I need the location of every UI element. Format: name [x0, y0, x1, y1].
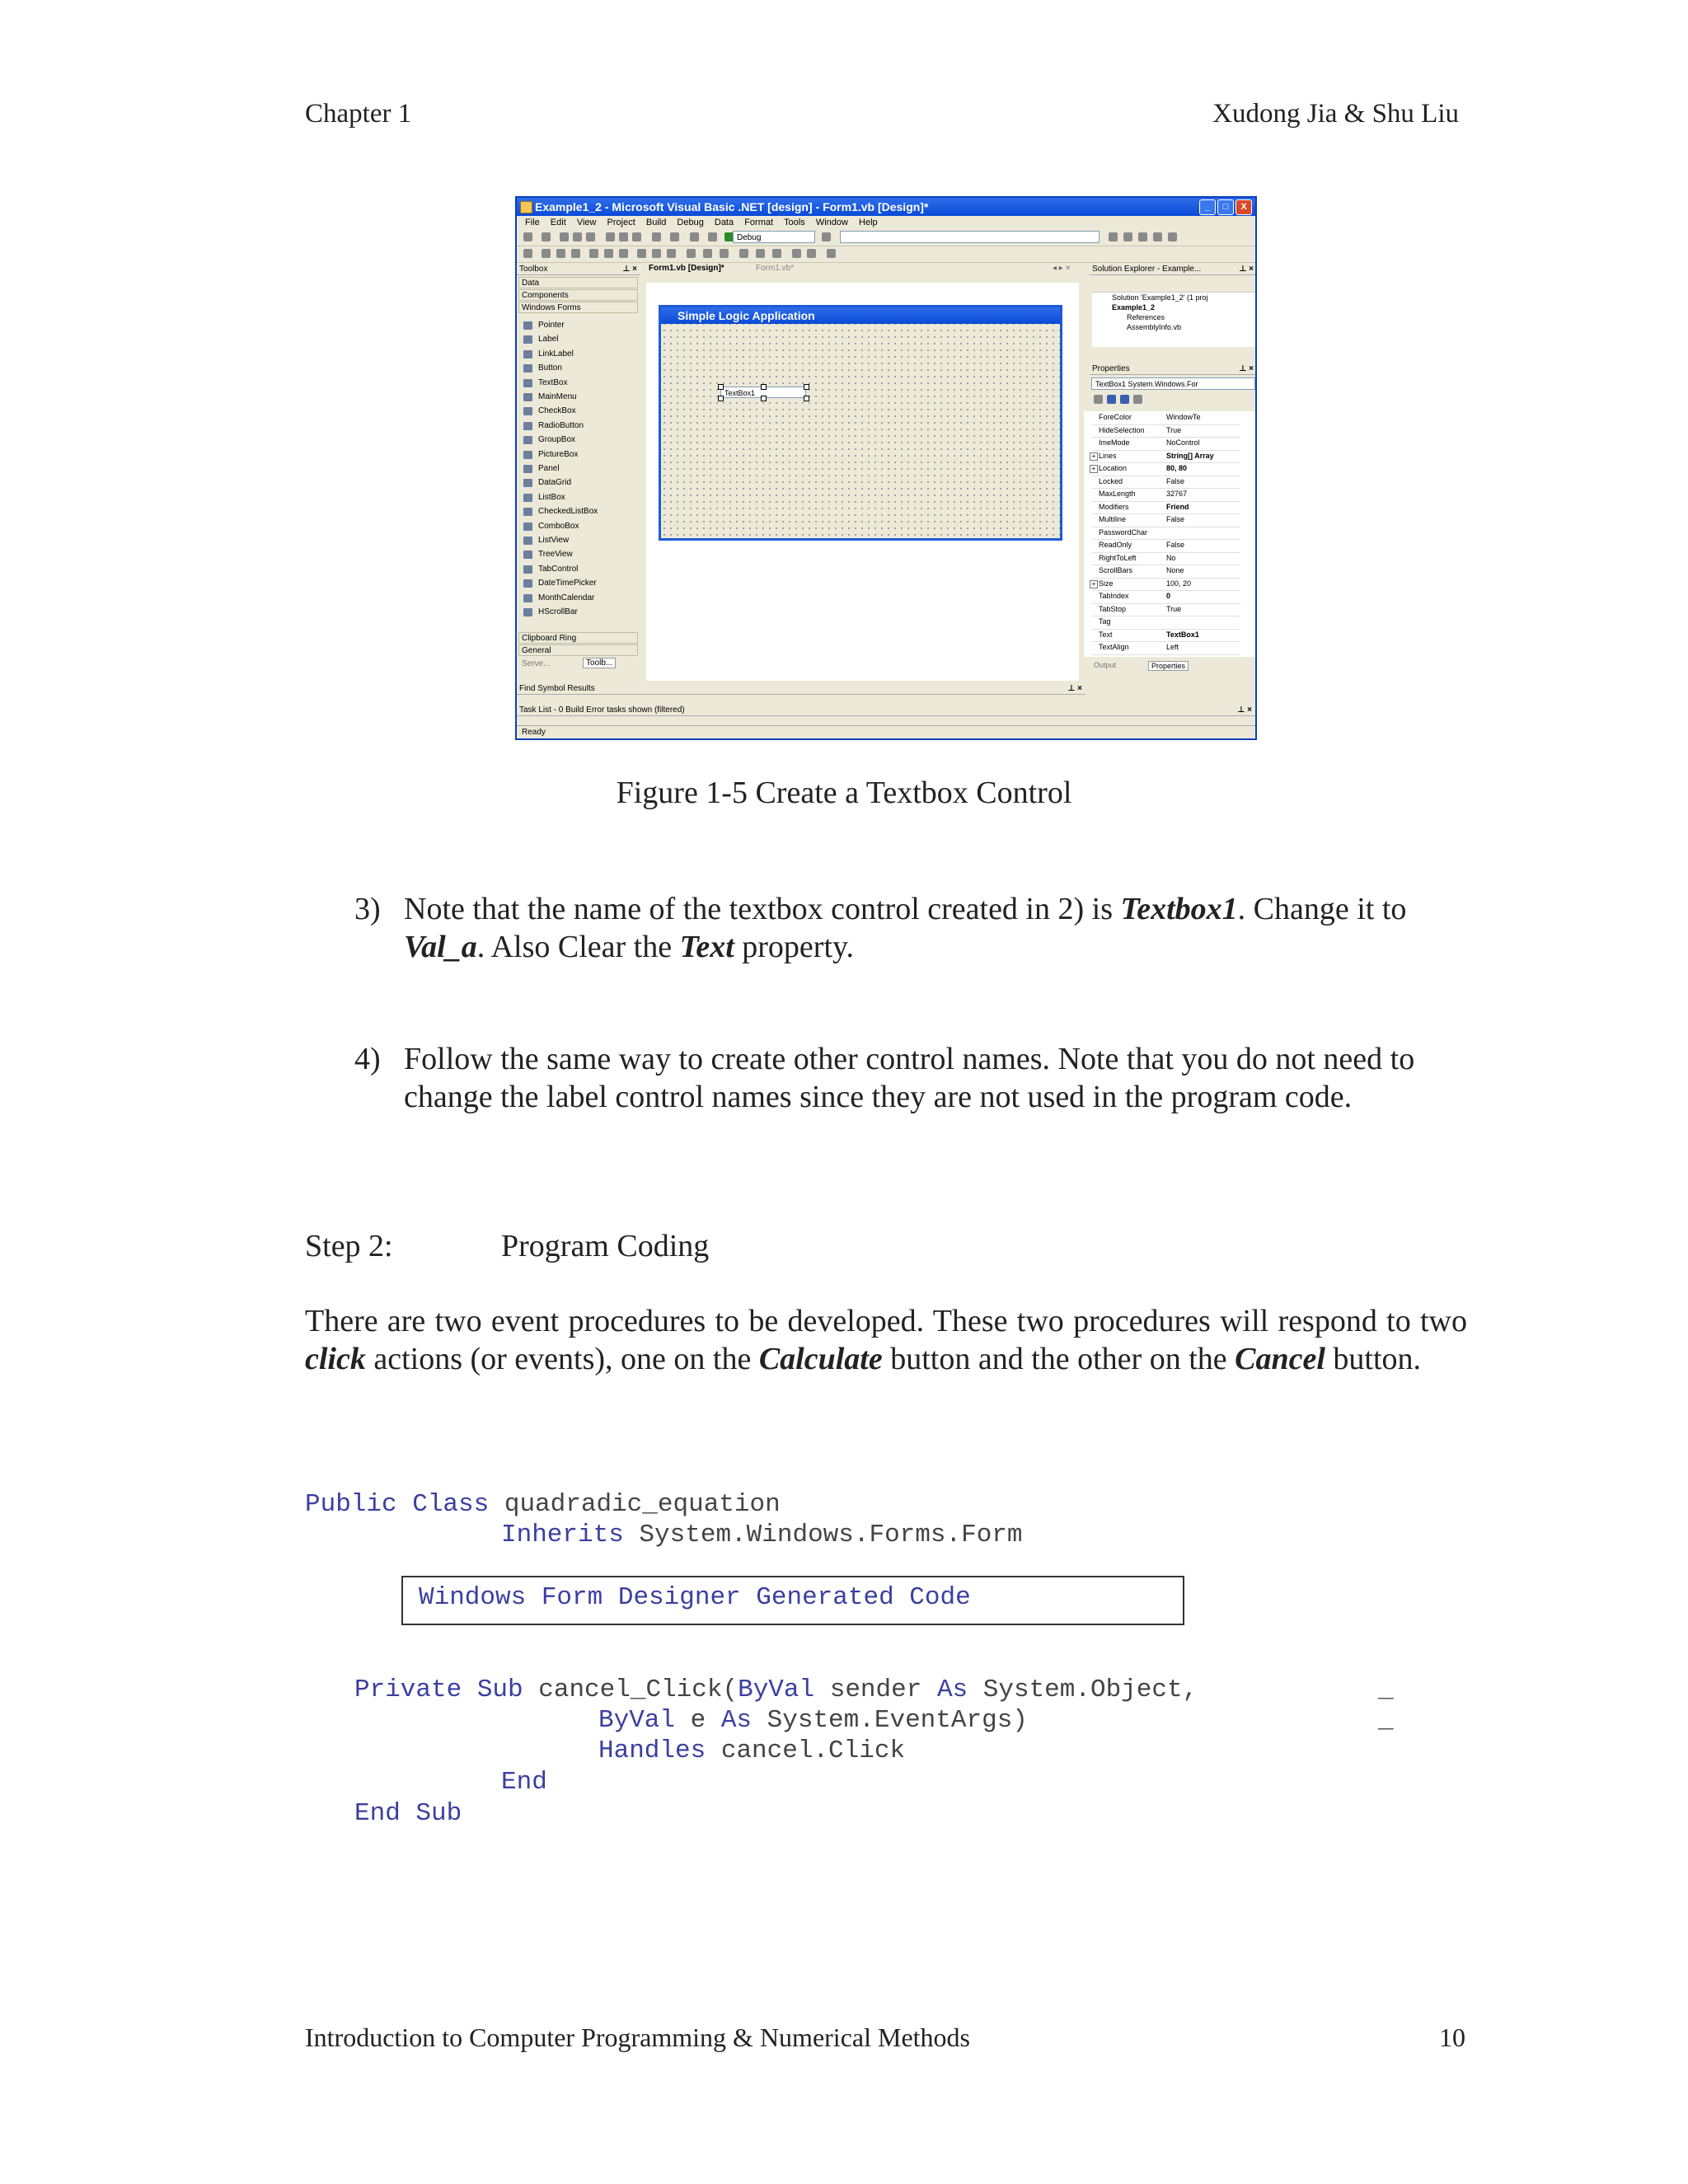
property-name: Text — [1099, 630, 1113, 639]
step2-label: Step 2: — [305, 1229, 393, 1263]
property-row[interactable] — [1092, 501, 1240, 515]
size-to-grid-icon[interactable] — [667, 249, 676, 258]
expand-icon[interactable]: + — [1090, 580, 1098, 588]
property-row[interactable] — [1092, 641, 1240, 655]
properties-object-combo[interactable]: TextBox1 System.Windows.For — [1091, 377, 1255, 390]
align-lefts-icon[interactable] — [542, 249, 551, 258]
code-line-end: End — [501, 1768, 547, 1797]
center-vertically-icon[interactable] — [772, 249, 781, 258]
nav-forward-icon[interactable] — [708, 232, 717, 241]
toolbox-item-label: ListView — [538, 536, 570, 545]
toolbox-item[interactable] — [523, 318, 565, 332]
toolbox-item-label: TextBox — [538, 377, 568, 387]
solution-config-combo[interactable]: Debug — [733, 231, 815, 243]
align-centers-icon[interactable] — [556, 249, 565, 258]
code-line-handles: Handles cancel.Click — [598, 1736, 906, 1765]
properties-icon[interactable] — [1123, 232, 1132, 241]
property-name: Lines — [1099, 451, 1117, 460]
toolbox-item-label: Pointer — [538, 321, 565, 330]
resize-handle[interactable] — [761, 384, 767, 390]
property-name: Size — [1099, 579, 1114, 588]
property-row[interactable] — [1092, 424, 1240, 438]
align-rights-icon[interactable] — [571, 249, 580, 258]
solution-tree — [1092, 293, 1255, 347]
property-value[interactable]: True — [1166, 425, 1182, 434]
menu-view[interactable]: View — [576, 218, 597, 227]
property-name: Location — [1099, 464, 1128, 472]
toolbox-item[interactable] — [523, 376, 568, 390]
open-icon[interactable] — [560, 232, 569, 241]
toolbox-item-icon — [523, 608, 532, 616]
page-number: 10 — [1439, 2022, 1465, 2052]
toolbox-item-label: TabControl — [538, 564, 579, 574]
toolbox-item[interactable] — [523, 476, 571, 490]
expand-icon[interactable]: + — [1090, 452, 1098, 461]
property-row[interactable] — [1092, 437, 1240, 451]
property-grid — [1084, 411, 1257, 657]
add-item-icon[interactable] — [542, 232, 551, 241]
property-value[interactable]: False — [1166, 476, 1185, 485]
vertical-spacing-icon[interactable] — [739, 249, 748, 258]
toolbox-category-data[interactable]: Data — [518, 277, 638, 288]
events-icon[interactable] — [1133, 395, 1142, 404]
properties-toolbar — [1092, 392, 1255, 407]
make-same-width-icon[interactable] — [637, 249, 646, 258]
paste-icon[interactable] — [632, 232, 641, 241]
solution-explorer-title: Solution Explorer - Example... — [1092, 265, 1202, 274]
toolbox-item-label: ComboBox — [538, 521, 579, 531]
resize-handle[interactable] — [761, 396, 767, 401]
property-value[interactable]: False — [1166, 541, 1185, 549]
form1-design[interactable] — [659, 305, 1062, 541]
step-item-3 — [354, 890, 1508, 972]
property-value[interactable]: Left — [1166, 643, 1179, 651]
standard-toolbar — [517, 229, 1255, 246]
properties-pin-close-icon[interactable]: ⊥ × — [1239, 364, 1254, 373]
find-icon[interactable] — [822, 232, 831, 241]
toolbox-item-label: MonthCalendar — [538, 593, 595, 602]
solution-explorer-icon[interactable] — [1109, 232, 1118, 241]
toolbox-item[interactable] — [523, 504, 598, 518]
menu-file[interactable]: File — [525, 218, 540, 227]
undo-icon[interactable] — [652, 232, 661, 241]
toolbox-item-icon — [523, 451, 532, 459]
property-name: Tag — [1099, 617, 1111, 626]
property-name: Modifiers — [1099, 502, 1129, 511]
doc-tabs-nav-icon[interactable]: ◂ ▸ × — [1053, 264, 1071, 273]
toolbox-item-label: ListBox — [538, 492, 565, 502]
property-row[interactable] — [1092, 539, 1240, 553]
toolbox-pin-close-icon[interactable]: ⊥ × — [622, 265, 637, 274]
solution-node[interactable]: Solution 'Example1_2' (1 proj — [1112, 293, 1208, 302]
toolbox-item[interactable] — [523, 462, 560, 476]
toolbox-item-label: TreeView — [538, 550, 573, 560]
close-icon[interactable]: X — [1236, 199, 1252, 215]
solution-explorer-toolbar — [1092, 279, 1255, 293]
bring-to-front-icon[interactable] — [792, 249, 801, 258]
toolbox-item-icon — [523, 508, 532, 516]
toolbox-item-label: DateTimePicker — [538, 579, 597, 588]
make-same-size-icon[interactable] — [652, 249, 661, 258]
toolbox-item-label: Button — [538, 363, 562, 373]
toolbox-item-icon — [523, 422, 532, 430]
toolbox-item[interactable] — [523, 448, 578, 462]
form-title: Simple Logic Application — [678, 309, 815, 322]
properties-tab[interactable]: Properties — [1148, 661, 1189, 671]
doc-tab-code[interactable]: Form1.vb* — [756, 264, 795, 273]
property-name: ScrollBars — [1099, 566, 1133, 574]
property-name: ForeColor — [1099, 413, 1132, 421]
property-value[interactable]: 32767 — [1166, 490, 1188, 498]
horizontal-spacing-icon[interactable] — [687, 249, 696, 258]
line-continuation: _ — [1378, 1706, 1394, 1735]
toolbox-item-icon — [523, 350, 532, 359]
property-name: HideSelection — [1099, 425, 1145, 434]
toolbox-item-label: CheckedListBox — [538, 507, 598, 517]
resize-handle[interactable] — [718, 396, 724, 401]
step-number: 4) — [354, 1042, 381, 1076]
property-value[interactable]: 80, 80 — [1166, 464, 1188, 472]
step-item-4 — [354, 1040, 1508, 1122]
new-project-icon[interactable] — [523, 232, 532, 241]
expand-icon[interactable]: + — [1090, 465, 1098, 473]
toolbox-item[interactable] — [523, 390, 577, 404]
property-value[interactable]: True — [1166, 604, 1182, 613]
toolbox-item-icon — [523, 465, 532, 473]
decrease-spacing-icon[interactable] — [720, 249, 729, 258]
toolbox-item-icon — [523, 494, 532, 502]
menu-edit[interactable]: Edit — [550, 218, 566, 227]
code-line-end-sub: End Sub — [354, 1799, 462, 1828]
footer-book-title: Introduction to Computer Programming & Numerical Methods — [305, 2022, 970, 2052]
vs-window-title: Example1_2 - Microsoft Visual Basic .NET [design] - Form1.vb [Design]* — [535, 200, 929, 213]
copy-icon[interactable] — [619, 232, 628, 241]
toolbox-item[interactable] — [523, 519, 579, 533]
property-row[interactable] — [1092, 603, 1240, 617]
step-number: 3) — [354, 892, 381, 926]
project-node[interactable]: Example1_2 — [1112, 303, 1156, 312]
menu-tools[interactable]: Tools — [784, 218, 805, 227]
property-value[interactable]: 100, 20 — [1166, 579, 1192, 588]
increase-spacing-icon[interactable] — [703, 249, 712, 258]
align-bottoms-icon[interactable] — [619, 249, 628, 258]
property-row[interactable] — [1092, 513, 1240, 527]
find-symbol-results-header — [517, 682, 1085, 695]
property-row[interactable] — [1092, 476, 1240, 490]
code-line-inherits: Inherits System.Windows.Forms.Form — [501, 1521, 1023, 1549]
find-combo[interactable] — [840, 231, 1100, 243]
menu-build[interactable]: Build — [645, 218, 667, 227]
toolbox-item-label: Label — [538, 335, 559, 344]
step2-title: Program Coding — [501, 1229, 710, 1263]
vs-app-icon — [520, 201, 532, 213]
property-row[interactable] — [1092, 462, 1240, 476]
property-row[interactable] — [1092, 629, 1240, 643]
property-value[interactable]: None — [1166, 566, 1184, 574]
toolbox-item[interactable] — [523, 361, 562, 375]
toolbox-item-label: GroupBox — [538, 435, 576, 445]
status-bar — [517, 725, 1255, 738]
figure-caption: Figure 1-5 Create a Textbox Control — [616, 776, 1072, 810]
property-row[interactable] — [1092, 411, 1240, 425]
menu-project[interactable]: Project — [607, 218, 635, 227]
running-header-authors: Xudong Jia & Shu Liu — [1212, 99, 1459, 129]
properties-header — [1090, 363, 1257, 375]
toolbox-item[interactable] — [523, 547, 573, 561]
menu-data[interactable]: Data — [714, 218, 734, 227]
toolbox-item-label: Panel — [538, 464, 560, 473]
property-name: PasswordChar — [1099, 527, 1148, 537]
property-name: MaxLength — [1099, 490, 1136, 498]
property-row[interactable] — [1092, 450, 1240, 464]
step-text: Follow the same way to create other control names. Note that you do not need to change the label control names since they are not used in the program code. — [404, 1042, 1415, 1114]
code-line-byval-e: ByVal e As System.EventArgs) — [598, 1706, 1028, 1735]
find-symbol-results-title: Find Symbol Results — [519, 684, 595, 693]
property-row[interactable] — [1092, 488, 1240, 502]
output-tab[interactable]: Output — [1094, 661, 1117, 669]
toolbox-item-icon — [523, 537, 532, 545]
toolbox-item[interactable] — [523, 419, 584, 433]
code-line-class: Public Class quadradic_equation — [305, 1490, 781, 1519]
form-title-bar — [661, 307, 1060, 324]
toolbox-icon[interactable] — [1153, 232, 1162, 241]
toolbox-item[interactable] — [523, 533, 569, 547]
properties-view-icon[interactable] — [1120, 395, 1129, 404]
toolbox-item[interactable] — [523, 404, 576, 418]
property-value[interactable]: TextBox1 — [1166, 630, 1199, 639]
toolbox-tab[interactable]: Toolb... — [583, 658, 616, 668]
status-text: Ready — [522, 728, 546, 737]
property-value[interactable]: False — [1166, 515, 1185, 523]
toolbox-item-icon — [523, 594, 532, 602]
property-name: RightToLeft — [1099, 553, 1137, 562]
toolbox-item-label: LinkLabel — [538, 349, 574, 359]
property-row[interactable] — [1092, 590, 1240, 604]
toolbox-item-icon — [523, 379, 532, 387]
solution-explorer-header — [1090, 263, 1257, 275]
toolbox-item-icon — [523, 551, 532, 559]
line-continuation: _ — [1378, 1675, 1394, 1704]
toolbox-item-label: MainMenu — [538, 392, 577, 401]
property-value[interactable]: NoControl — [1166, 438, 1200, 447]
toolbox-item-icon — [523, 335, 532, 344]
property-row[interactable] — [1092, 616, 1240, 630]
solution-explorer-pin-close-icon[interactable]: ⊥ × — [1239, 265, 1254, 274]
task-list-title: Task List - 0 Build Error tasks shown (filtered) — [519, 705, 685, 715]
resize-handle[interactable] — [804, 384, 809, 390]
vs-screenshot — [515, 196, 1257, 740]
toolbox-item[interactable] — [523, 490, 565, 504]
menu-window[interactable]: Window — [815, 218, 848, 227]
toolbox-header — [517, 263, 640, 275]
redo-icon[interactable] — [670, 232, 679, 241]
property-name: Multiline — [1099, 515, 1127, 523]
property-value[interactable]: Friend — [1166, 502, 1189, 511]
toolbox-category-general[interactable]: General — [518, 644, 638, 656]
alphabetical-icon[interactable] — [1107, 395, 1116, 404]
toolbox-item-icon — [523, 565, 532, 574]
property-value[interactable]: WindowTe — [1166, 413, 1201, 421]
align-grid-icon[interactable] — [523, 249, 532, 258]
properties-title: Properties — [1092, 364, 1130, 373]
textbox1-control[interactable]: TextBox1 — [720, 387, 806, 398]
toolbox-item-icon — [523, 364, 532, 373]
toolbox-item-label: PictureBox — [538, 449, 579, 459]
toolbox-category-windows-forms[interactable]: Windows Forms — [518, 302, 638, 313]
send-to-back-icon[interactable] — [807, 249, 816, 258]
running-header-chapter: Chapter 1 — [305, 99, 412, 129]
menu-debug[interactable]: Debug — [677, 218, 704, 227]
toolbox-item[interactable] — [523, 576, 597, 590]
save-all-icon[interactable] — [586, 232, 595, 241]
step-text: Note that the name of the textbox control created in 2) is Textbox1. Change it to Val_a. Also Clear the Text property. — [404, 892, 1407, 964]
toolbox-item-icon — [523, 407, 532, 415]
toolbox-category-components[interactable]: Components — [518, 289, 638, 301]
maximize-icon[interactable]: □ — [1217, 199, 1234, 215]
property-name: TabStop — [1099, 604, 1127, 613]
property-name: Locked — [1099, 476, 1123, 485]
toolbox-item-icon — [523, 436, 532, 444]
cut-icon[interactable] — [606, 232, 615, 241]
property-row[interactable] — [1092, 565, 1240, 579]
property-row[interactable] — [1092, 552, 1240, 566]
vs-title-bar — [517, 198, 1255, 216]
property-value[interactable]: String[] Array — [1166, 451, 1214, 460]
property-value[interactable]: No — [1166, 553, 1176, 562]
toolbox-item[interactable] — [523, 562, 578, 576]
server-explorer-tab[interactable]: Serve... — [522, 659, 551, 668]
doc-tab-designer[interactable]: Form1.vb [Design]* — [649, 264, 724, 273]
toolbox-item-icon — [523, 579, 532, 588]
property-name: ImeMode — [1099, 438, 1130, 447]
references-node[interactable]: References — [1127, 313, 1165, 321]
property-name: ReadOnly — [1099, 541, 1132, 549]
navigate-icon[interactable] — [690, 232, 699, 241]
vs-menu-bar — [517, 216, 1255, 229]
property-value[interactable]: 0 — [1166, 592, 1171, 600]
toolbox-item[interactable] — [523, 332, 558, 346]
find-symbol-pin-close-icon[interactable]: ⊥ × — [1067, 684, 1082, 693]
minimize-icon[interactable]: _ — [1199, 199, 1216, 215]
layout-toolbar — [517, 246, 1255, 263]
property-name: TabIndex — [1099, 592, 1129, 600]
center-horizontally-icon[interactable] — [756, 249, 765, 258]
toolbox-item[interactable] — [523, 605, 578, 619]
lock-controls-icon[interactable] — [827, 249, 836, 258]
toolbox-title: Toolbox — [519, 265, 548, 274]
task-list-pin-close-icon[interactable]: ⊥ × — [1237, 705, 1252, 715]
toolbox-item-label: DataGrid — [538, 478, 572, 488]
save-icon[interactable] — [573, 232, 582, 241]
resize-handle[interactable] — [718, 384, 724, 390]
code-region-label: Windows Form Designer Generated Code — [419, 1583, 971, 1612]
menu-help[interactable]: Help — [859, 218, 878, 227]
toolbox-item-icon — [523, 393, 532, 401]
toolbox-item[interactable] — [523, 347, 574, 361]
property-row[interactable] — [1092, 527, 1240, 541]
resize-handle[interactable] — [804, 396, 809, 401]
more-tools-icon[interactable] — [1168, 232, 1177, 241]
body-paragraph: There are two event procedures to be developed. These two procedures will respond to two click actions (or events), one on the Calculate button and the other on the Cancel button. — [305, 1304, 1467, 1376]
toolbox-item[interactable] — [523, 591, 594, 605]
toolbox-item-icon — [523, 479, 532, 487]
object-browser-icon[interactable] — [1138, 232, 1147, 241]
toolbox-item-icon — [523, 523, 532, 531]
align-middles-icon[interactable] — [604, 249, 613, 258]
toolbox-item-label: RadioButton — [538, 420, 584, 430]
toolbox-item[interactable] — [523, 433, 575, 447]
align-tops-icon[interactable] — [589, 249, 598, 258]
toolbox-item-icon — [523, 321, 532, 330]
categorized-icon[interactable] — [1094, 395, 1103, 404]
task-list-header — [517, 704, 1255, 716]
assemblyinfo-node[interactable]: AssemblyInfo.vb — [1127, 323, 1182, 331]
property-name: TextAlign — [1099, 643, 1129, 651]
toolbox-category-clipboard-ring[interactable]: Clipboard Ring — [518, 632, 638, 644]
code-line-sub: Private Sub cancel_Click(ByVal sender As System.Object, — [354, 1675, 1198, 1704]
toolbox-item-label: HScrollBar — [538, 607, 578, 616]
menu-format[interactable]: Format — [744, 218, 774, 227]
toolbox-item-label: CheckBox — [538, 406, 576, 416]
property-row[interactable] — [1092, 578, 1240, 592]
